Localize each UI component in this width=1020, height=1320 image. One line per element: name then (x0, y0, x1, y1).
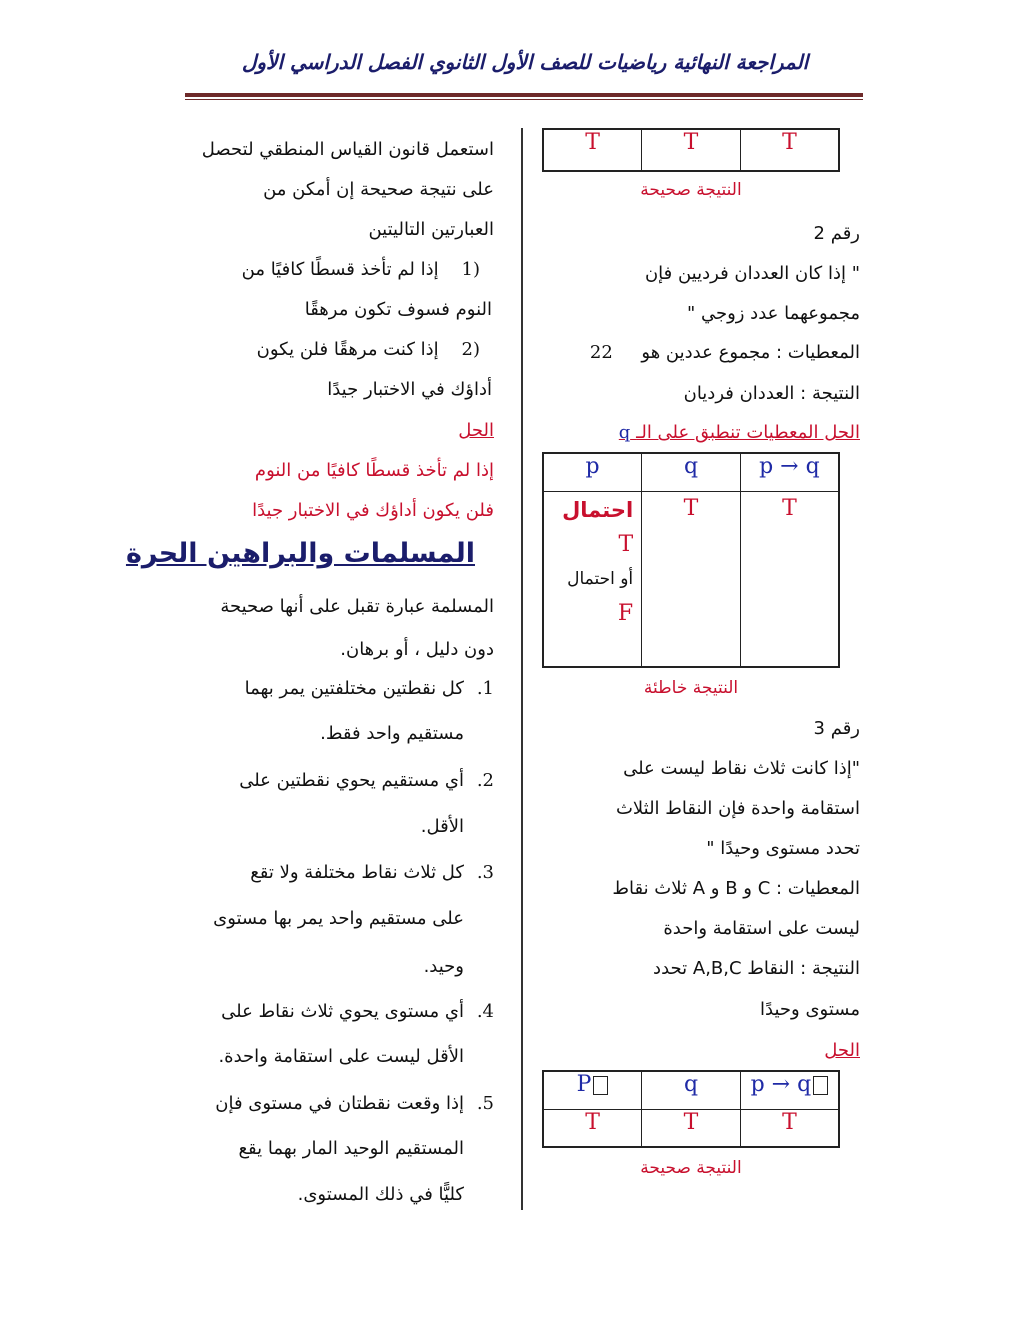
postulate-item (239, 769, 494, 793)
postulate-item (245, 677, 494, 701)
table3-header (543, 1071, 642, 1109)
solution-2-text: الحل المعطيات تنطبق على الـ (636, 422, 860, 443)
table2-header: p (543, 453, 642, 491)
givens-label: المعطيات : مجموع عددين هو (641, 342, 860, 363)
example-3-line: ليست على استقامة واحدة (663, 918, 860, 939)
example-2-givens (590, 341, 860, 365)
postulate-cont: الأقل ليست على استقامة واحدة. (218, 1046, 464, 1067)
postulate-number: 1. (476, 678, 494, 699)
example-2-title: رقم 2 (813, 223, 860, 244)
example-3-givens: المعطيات : C و B و A ثلاث نقاط (612, 878, 860, 899)
statement-2-text: إذا كنت مرهقًا فلن يكون (256, 339, 439, 360)
intro-line: العبارتين التاليتين (368, 219, 494, 240)
column-divider (521, 128, 523, 1210)
example-3-line: تحدد مستوى وحيدًا " (706, 838, 860, 859)
result-caption-3: النتيجة صحيحة (640, 1158, 742, 1178)
postulate-cont: على مستقيم واحد يمر بها مستوى (213, 908, 464, 929)
solution-2-label (619, 421, 860, 445)
statement-2-number: 2) (461, 339, 480, 360)
truth-table-3 (542, 1070, 840, 1148)
table1-cell: T (642, 129, 741, 171)
blank-square-icon (813, 1076, 828, 1095)
postulate-cont: الأقل. (420, 816, 464, 837)
table2-q-value: T (642, 491, 741, 667)
section-title: المسلمات والبراهين الحرة (125, 538, 475, 569)
result-caption-2: النتيجة خاطئة (643, 678, 739, 698)
postulate-cont: مستقيم واحد فقط. (320, 723, 464, 744)
table1-cell: T (543, 129, 642, 171)
header-rule-thick (185, 93, 863, 97)
postulate-cont: وحيد. (423, 956, 464, 977)
table3-cell: T (740, 1109, 839, 1147)
example-2-conclusion: النتيجة : العددان فرديان (683, 383, 860, 404)
postulate-item (215, 1092, 494, 1116)
example-3-line: استقامة واحدة فإن النقاط الثلاث (615, 798, 860, 819)
table3-header-text: p → q (750, 1072, 812, 1097)
table1-cell: T (740, 129, 839, 171)
postulate-number: 3. (476, 862, 494, 883)
example-2-line: مجموعهما عدد زوجي " (686, 303, 860, 324)
table2-p-column (543, 491, 642, 667)
intro-line: على نتيجة صحيحة إن أمكن من (263, 179, 494, 200)
statement-1 (242, 258, 480, 282)
definition-line: دون دليل ، أو برهان. (340, 639, 494, 660)
postulate-number: 4. (476, 1001, 494, 1022)
truth-table-1 (542, 128, 840, 172)
example-2-line: " إذا كان العددان فرديين فإن (644, 263, 860, 284)
result-caption-1: النتيجة صحيحة (640, 180, 742, 200)
postulate-number: 2. (476, 770, 494, 791)
givens-number: 22 (589, 342, 613, 363)
blank-square-icon (593, 1076, 608, 1095)
postulate-item (221, 1000, 494, 1024)
table3-header-text: P (576, 1072, 592, 1097)
table2-pq-value: T (740, 491, 839, 667)
header-rule-thin (185, 99, 863, 100)
postulate-text: إذا وقعت نقطتان في مستوى فإن (215, 1093, 464, 1114)
table2-p-value: احتمال (562, 497, 634, 522)
statement-2-cont: أداؤك في الاختبار جيدًا (327, 379, 492, 400)
table3-header: q (642, 1071, 741, 1109)
postulate-cont: كليًّا في ذلك المستوى. (297, 1184, 464, 1205)
postulate-text: كل نقطتين مختلفتين يمر بهما (244, 678, 464, 699)
solution-3-label: الحل (824, 1040, 860, 1061)
example-3-title: رقم 3 (813, 718, 860, 739)
example-3-conclusion: النتيجة : النقاط A,B,C تحدد (653, 958, 860, 979)
definition-line: المسلمة عبارة تقبل على أنها صحيحة (220, 596, 494, 617)
example-3-line: مستوى وحيدًا (760, 999, 860, 1020)
table3-cell: T (543, 1109, 642, 1147)
solution-label: الحل (458, 420, 494, 441)
table2-header: p → q (740, 453, 839, 491)
example-3-line: "إذا كانت ثلاث نقاط ليست على (623, 758, 860, 779)
postulate-text: كل ثلاث نقاط مختلفة ولا تقع (250, 862, 464, 883)
table2-p-value: أو احتمال (567, 568, 634, 589)
truth-table-2 (542, 452, 840, 668)
solution-line: إذا لم تأخذ قسطًا كافيًا من النوم (254, 460, 494, 481)
table2-p-value: T (618, 531, 634, 557)
solution-line: فلن يكون أداؤك في الاختبار جيدًا (252, 500, 494, 521)
postulate-number: 5. (476, 1093, 494, 1114)
postulate-text: أي مستقيم يحوي نقطتين على (239, 770, 464, 791)
table3-cell: T (642, 1109, 741, 1147)
postulate-item (250, 861, 494, 885)
statement-2 (257, 338, 480, 362)
page-header-title: المراجعة النهائية رياضيات للصف الأول الثانوي الفصل الدراسي الأول (241, 50, 809, 74)
intro-line: استعمل قانون القياس المنطقي لتحصل (201, 139, 494, 160)
statement-1-cont: النوم فسوف تكون مرهقًا (304, 299, 492, 320)
table2-p-value: F (617, 600, 634, 626)
statement-1-text: إذا لم تأخذ قسطًا كافيًا من (241, 259, 439, 280)
postulate-cont: المستقيم الوحيد المار بهما يقع (238, 1138, 464, 1159)
statement-1-number: 1) (461, 259, 480, 280)
table2-header: q (642, 453, 741, 491)
postulate-text: أي مستوى يحوي ثلاث نقاط على (221, 1001, 464, 1022)
solution-2-q: q (618, 422, 631, 443)
table3-header (740, 1071, 839, 1109)
